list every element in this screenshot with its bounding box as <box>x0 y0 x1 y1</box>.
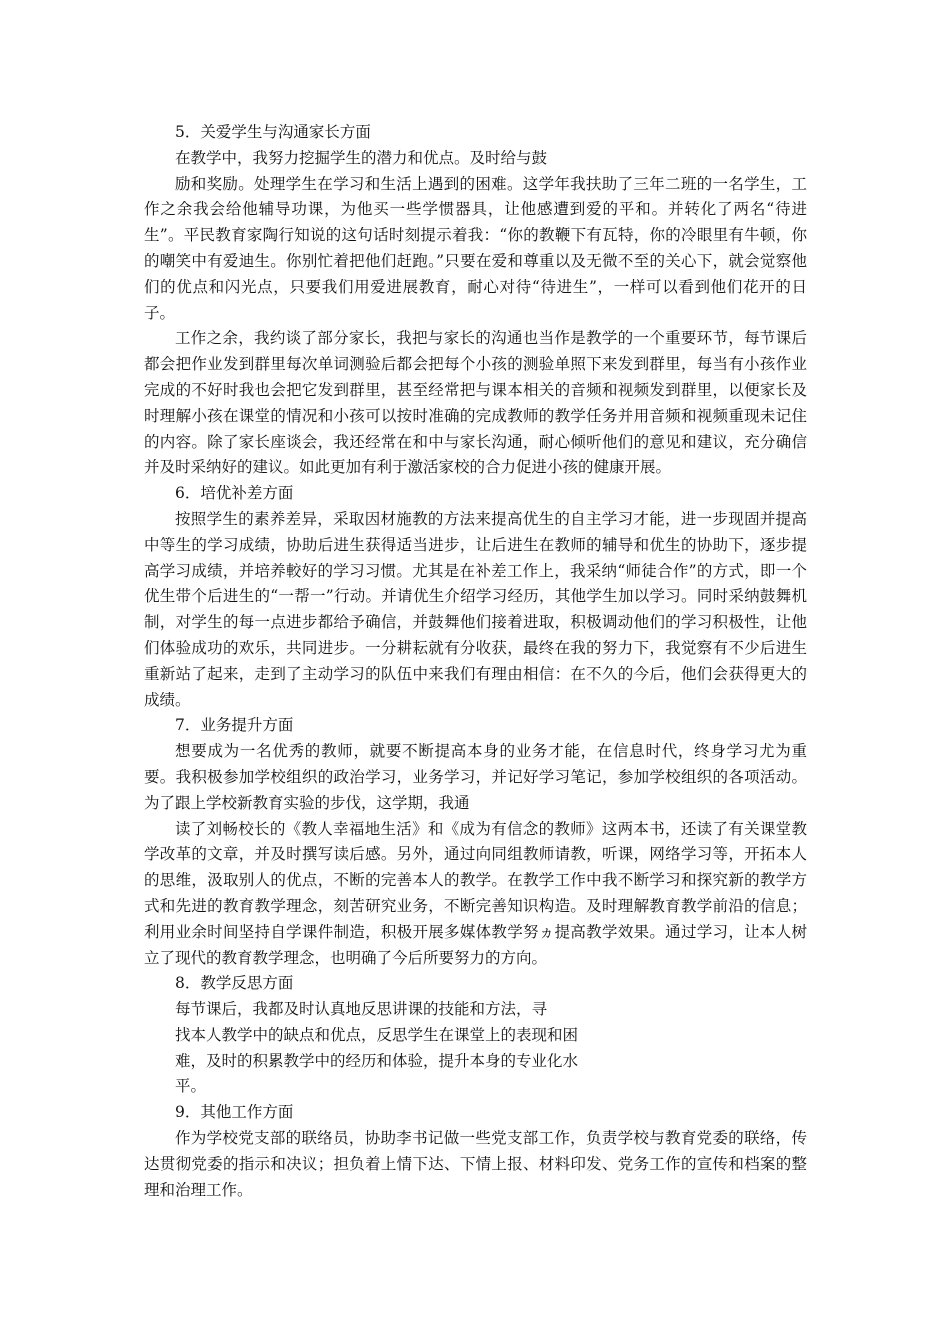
paragraph: 想要成为一名优秀的教师，就要不断提高本身的业务才能，在信息时代，终身学习尤为重要。我积极参加学校组织的政治学习，业务学习，并记好学习笔记，参加学校组织的各项活动。为了跟上学校新教育实验的步伐，这学期，我通 <box>144 742 807 812</box>
paragraph: 按照学生的素养差异，采取因材施教的方法来提高优生的自主学习才能，进一步现固并提高中等生的学习成绩，协助后进生获得适当进步，让后进生在教师的辅导和优生的协助下，逐步提高学习成绩，并培养較好的学习习惯。尤其是在补差工作上，我采纳“师徒合作”的方式，即一个优生带个后进生的“一帮一”行动。并请优生介绍学习经历，其他学生加以学习。同时采纳鼓舞机制，对学生的每一点进步都给予确信，并鼓舞他们接着进取，积极调动他们的学习积极性，让他们体验成功的欢乐，共同进步。一分耕耘就有分收获，最终在我的努力下，我觉察有不少后进生重新站了起来，走到了主动学习的队伍中来我们有理由相信：在不久的今后，他们会获得更大的成绩。 <box>144 509 807 709</box>
paragraph: 读了刘畅校长的《教人幸福地生活》和《成为有信念的教师》这两本书，还读了有关课堂教学改革的文章，并及时撰写读后感。另外，通过向同组教师请教，听课，网络学习等，开拓本人的思维，汲取别人的优点，不断的完善本人的教学。在教学工作中我不断学习和探究新的教学方式和先进的教育教学理念，刻苦研究业务，不断完善知识构造。及时理解教育教学前沿的信息；利用业余时间坚持自学课件制造，积极开展多媒体教学努ヵ提高教学效果。通过学习，让本人树立了现代的教育教学理念，也明确了今后所要努力的方向。 <box>144 819 807 967</box>
paragraph: 平。 <box>175 1077 207 1096</box>
section-heading: 5．关爱学生与沟通家长方面 <box>175 123 371 141</box>
document-page <box>144 120 807 1203</box>
paragraph: 励和奖励。处理学生在学习和生活上遇到的困难。这学年我扶助了三年二班的一名学生，工作之余我会给他辅导功课，为他买一些学惯器具，让他感遭到爱的平和。并转化了两名“待进生”。平民教育家陶行知说的这句话时刻提示着我：“你的教鞭下有瓦特，你的冷眼里有牛顿，你的嘲笑中有爱迪生。你别忙着把他们赶跑。”只要在爱和尊重以及无微不至的关心下，就会觉察他们的优点和闪光点，只要我们用爱进展教育，耐心对待“待进生”，一样可以看到他们花开的日子。 <box>144 174 807 322</box>
paragraph: 难，及时的积累教学中的经历和体验，提升本身的专业化水 <box>175 1051 579 1070</box>
section-heading: 8．教学反思方面 <box>175 974 294 993</box>
paragraph: 工作之余，我约谈了部分家长，我把与家长的沟通也当作是教学的一个重要环节，每节课后都会把作业发到群里每次单词测验后都会把每个小孩的测验单照下来发到群里，每当有小孩作业完成的不好时我也会把它发到群里，甚至经常把与课本相关的音频和视频发到群里，以便家长及时理解小孩在课堂的情况和小孩可以按时准确的完成教师的教学任务并用音频和视频重现未记住的内容。除了家长座谈会，我还经常在和中与家长沟通，耐心倾听他们的意见和建议，充分确信并及时采纳好的建议。如此更加有利于激活家校的合力促进小孩的健康开展。 <box>144 329 807 477</box>
paragraph: 在教学中，我努力挖掘学生的潜力和优点。及时给与鼓 <box>175 148 548 167</box>
section-heading: 6．培优补差方面 <box>175 484 294 503</box>
paragraph: 找本人教学中的缺点和优点，反思学生在课堂上的表现和困 <box>175 1025 579 1044</box>
section-heading: 7．业务提升方面 <box>175 716 294 735</box>
paragraph: 作为学校党支部的联络员，协助李书记做一些党支部工作，负责学校与教育党委的联络，传达贯彻党委的指示和决议；担负着上情下达、下情上报、材料印发、党务工作的宣传和档案的整理和治理工作。 <box>144 1129 807 1199</box>
paragraph: 每节课后，我都及时认真地反思讲课的技能和方法，寻 <box>175 1000 548 1019</box>
section-heading: 9．其他工作方面 <box>175 1103 294 1122</box>
